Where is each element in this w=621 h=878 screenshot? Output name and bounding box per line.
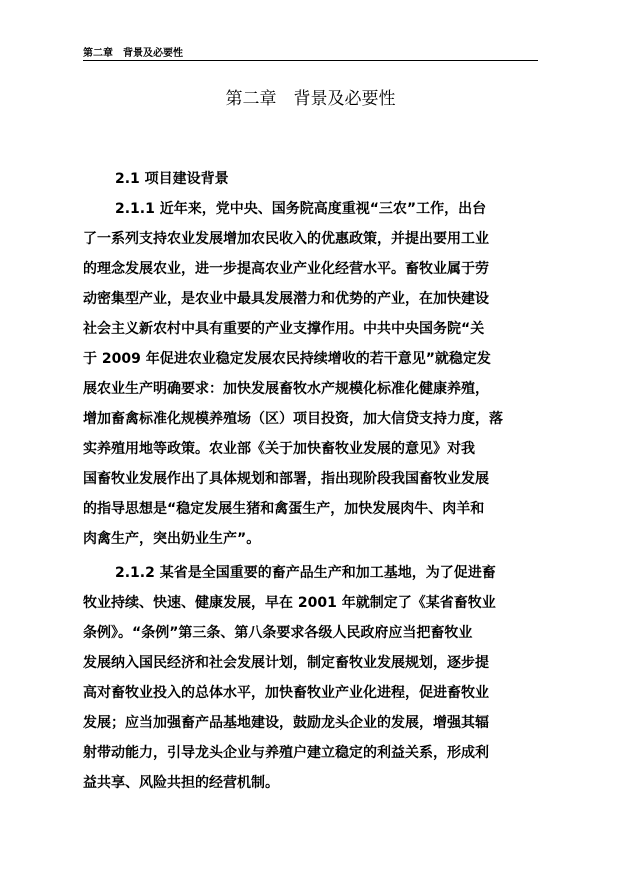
paragraph-line: 增加畜禽标准化规模养殖场（区）项目投资，加大信贷支持力度，落 (83, 411, 503, 427)
paragraph-line: 2.1.2 某省是全国重要的畜产品生产和加工基地，为了促进畜 (115, 565, 496, 581)
paragraph-line: 2.1.1 近年来，党中央、国务院高度重视“三农”工作，出台 (115, 201, 487, 217)
paragraph-line: 牧业持续、快速、健康发展，早在 2001 年就制定了《某省畜牧业 (83, 595, 496, 611)
paragraph-line: 的理念发展农业，进一步提高农业产业化经营水平。畜牧业属于劳 (83, 261, 489, 277)
paragraph-line: 肉禽生产，突出奶业生产”。 (83, 531, 261, 547)
paragraph-line: 展农业生产明确要求：加快发展畜牧水产规模化标准化健康养殖， (83, 381, 489, 397)
paragraph-line: 实养殖用地等政策。农业部《关于加快畜牧业发展的意见》对我 (83, 441, 475, 457)
paragraph-line: 高对畜牧业投入的总体水平，加快畜牧业产业化进程，促进畜牧业 (83, 685, 489, 701)
paragraph-line: 益共享、风险共担的经营机制。 (83, 775, 279, 791)
paragraph-line: 国畜牧业发展作出了具体规划和部署，指出现阶段我国畜牧业发展 (83, 471, 489, 487)
paragraph-line: 于 2009 年促进农业稳定发展农民持续增收的若干意见”就稳定发 (83, 351, 491, 367)
paragraph-line: 社会主义新农村中具有重要的产业支撑作用。中共中央国务院“关 (83, 321, 485, 337)
paragraph-line: 射带动能力，引导龙头企业与养殖户建立稳定的利益关系，形成利 (83, 745, 489, 761)
chapter-title: 第二章 背景及必要性 (225, 89, 396, 109)
paragraph-line: 的指导思想是“稳定发展生猪和禽蛋生产，加快发展肉牛、肉羊和 (83, 501, 485, 517)
running-header: 第二章 背景及必要性 (83, 48, 183, 59)
paragraph-line: 动密集型产业，是农业中最具发展潜力和优势的产业，在加快建设 (83, 291, 489, 307)
paragraph-line: 了一系列支持农业发展增加农民收入的优惠政策，并提出要用工业 (83, 231, 489, 247)
section-heading: 2.1 项目建设背景 (115, 171, 229, 187)
paragraph-line: 条例》。“条例”第三条、第八条要求各级人民政府应当把畜牧业 (83, 625, 473, 641)
paragraph-line: 发展纳入国民经济和社会发展计划，制定畜牧业发展规划，逐步提 (83, 655, 489, 671)
header-rule (83, 60, 538, 61)
paragraph-line: 发展；应当加强畜产品基地建设，鼓励龙头企业的发展，增强其辐 (83, 715, 489, 731)
